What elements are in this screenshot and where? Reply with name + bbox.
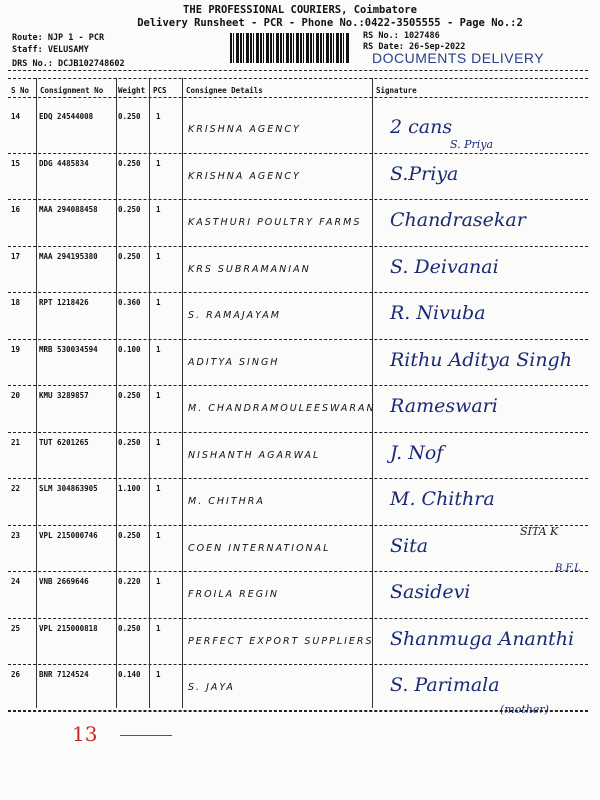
pcs: 1 <box>156 391 161 400</box>
route-label: Route: NJP 1 - PCR <box>12 33 105 43</box>
sno: 23 <box>11 530 21 540</box>
consignment-no: VNB 2669646 <box>39 577 89 586</box>
signature: Rithu Aditya Singh <box>390 348 572 371</box>
signature: S. Deivanai <box>390 255 499 278</box>
consignee-name: S. RAMAJAYAM <box>188 310 281 321</box>
consignment-no: SLM 304863905 <box>39 484 98 493</box>
pcs: 1 <box>156 623 161 633</box>
signature: J. Nof <box>390 441 444 464</box>
sno: 20 <box>11 391 21 400</box>
weight: 1.100 <box>118 484 141 493</box>
company-title: THE PROFESSIONAL COURIERS, Coimbatore <box>183 4 417 16</box>
col-sno: S No <box>11 86 30 95</box>
signature: R. Nivuba <box>390 302 486 324</box>
signature: 2 cans <box>390 116 453 138</box>
rs-date: RS Date: 26-Sep-2022 <box>363 42 466 52</box>
row-divider <box>8 292 588 293</box>
divider <box>8 97 588 98</box>
pcs: 1 <box>156 112 161 121</box>
signature: S.Priya <box>390 162 459 185</box>
table-row <box>0 573 600 620</box>
note-mother: (mother) <box>500 703 549 716</box>
consignee-name: PERFECT EXPORT SUPPLIERS <box>188 635 374 647</box>
weight: 0.250 <box>118 391 141 400</box>
row-divider <box>8 571 588 572</box>
table-row <box>0 387 600 434</box>
weight: 0.250 <box>118 158 141 168</box>
weight: 0.250 <box>118 623 141 633</box>
row-divider <box>8 478 588 479</box>
consignment-no: VPL 215000746 <box>39 530 98 540</box>
col-consignment: Consignment No <box>40 86 104 95</box>
pcs: 1 <box>156 577 161 586</box>
col-signature: Signature <box>376 86 417 95</box>
pcs: 1 <box>156 251 161 261</box>
rs-number: RS No.: 1027486 <box>363 31 440 41</box>
consignee-name: FROILA REGIN <box>188 589 280 600</box>
row-divider <box>8 664 588 665</box>
sno: 15 <box>11 158 21 168</box>
weight: 0.250 <box>118 437 141 447</box>
sno: 25 <box>11 623 21 633</box>
sno: 24 <box>11 577 21 586</box>
consignee-name: KRS SUBRAMANIAN <box>188 263 311 275</box>
drs-number: DRS No.: DCJB102748602 <box>12 59 125 69</box>
table-row <box>0 294 600 341</box>
consignment-no: DDG 4485834 <box>39 158 89 168</box>
weight: 0.250 <box>118 112 141 121</box>
staff-label: Staff: VELUSAMY <box>12 45 89 55</box>
note-sita-k: SITA K <box>520 525 559 538</box>
col-consignee: Consignee Details <box>186 86 263 95</box>
row-divider <box>8 246 588 247</box>
table-row <box>0 434 600 481</box>
consignee-name: KASTHURI POULTRY FARMS <box>188 217 362 228</box>
weight: 0.250 <box>118 205 141 214</box>
consignment-no: MAA 294195380 <box>39 251 98 261</box>
weight: 0.100 <box>118 344 141 354</box>
signature: Shanmuga Ananthi <box>390 627 575 650</box>
divider <box>8 710 588 711</box>
row-divider <box>8 385 588 386</box>
pcs: 1 <box>156 158 161 168</box>
pen-dash <box>120 735 172 736</box>
divider <box>8 70 588 71</box>
row-divider <box>8 432 588 433</box>
weight: 0.250 <box>118 530 141 540</box>
consignee-name: S. JAYA <box>188 682 235 693</box>
table-row <box>0 620 600 667</box>
sno: 17 <box>11 251 21 261</box>
pcs: 1 <box>156 205 161 214</box>
row-divider <box>8 153 588 154</box>
signature: Rameswari <box>390 395 498 417</box>
consignee-name: KRISHNA AGENCY <box>188 170 301 182</box>
consignee-name: ADITYA SINGH <box>188 356 280 368</box>
sno: 16 <box>11 205 21 214</box>
pcs: 1 <box>156 670 161 679</box>
sno: 22 <box>11 484 21 493</box>
table-row <box>0 201 600 248</box>
signature: Sasidevi <box>390 581 471 603</box>
note-spriya: S. Priya <box>450 138 494 151</box>
consignment-no: MAA 294088458 <box>39 205 98 214</box>
consignee-name: M. CHITHRA <box>188 496 265 507</box>
sno: 26 <box>11 670 21 679</box>
table-row <box>0 480 600 527</box>
row-divider <box>8 525 588 526</box>
table-row <box>0 155 600 202</box>
col-weight: Weight <box>118 86 146 95</box>
pcs: 1 <box>156 437 161 447</box>
consignee-name: COEN INTERNATIONAL <box>188 542 331 554</box>
row-divider <box>8 618 588 619</box>
weight: 0.220 <box>118 577 141 586</box>
sno: 21 <box>11 437 21 447</box>
documents-delivery-stamp: DOCUMENTS DELIVERY <box>372 50 545 66</box>
weight: 0.250 <box>118 251 141 261</box>
consignee-name: M. CHANDRAMOULEESWARAN <box>188 403 376 414</box>
col-pcs: PCS <box>153 86 167 95</box>
consignment-no: TUT 6201265 <box>39 437 89 447</box>
consignee-name: KRISHNA AGENCY <box>188 124 301 135</box>
consignment-no: KMU 3289857 <box>39 391 89 400</box>
weight: 0.140 <box>118 670 141 679</box>
table-row <box>0 248 600 295</box>
consignment-no: BNR 7124524 <box>39 670 89 679</box>
signature: Sita <box>390 534 429 557</box>
consignment-no: MRB 530034594 <box>39 344 98 354</box>
sno: 14 <box>11 112 21 121</box>
sno: 19 <box>11 344 21 354</box>
pcs: 1 <box>156 298 161 307</box>
signature: Chandrasekar <box>390 209 526 231</box>
table-row <box>0 341 600 388</box>
divider <box>8 78 588 79</box>
sno: 18 <box>11 298 21 307</box>
consignment-no: RPT 1218426 <box>39 298 89 307</box>
table-row <box>0 108 600 155</box>
note-bfl: B.F.L <box>555 563 581 574</box>
weight: 0.360 <box>118 298 141 307</box>
row-divider <box>8 339 588 340</box>
signature: S. Parimala <box>390 674 500 696</box>
pcs: 1 <box>156 484 161 493</box>
total-count: 13 <box>72 722 98 746</box>
consignee-name: NISHANTH AGARWAL <box>188 449 321 461</box>
pcs: 1 <box>156 344 161 354</box>
signature: M. Chithra <box>390 488 495 510</box>
pcs: 1 <box>156 530 161 540</box>
row-divider <box>8 199 588 200</box>
consignment-no: EDQ 24544008 <box>39 112 94 121</box>
runsheet-subtitle: Delivery Runsheet - PCR - Phone No.:0422-3505555 - Page No.:2 <box>137 17 523 29</box>
consignment-no: VPL 215000818 <box>39 623 98 633</box>
barcode <box>230 33 350 63</box>
table-row <box>0 527 600 574</box>
